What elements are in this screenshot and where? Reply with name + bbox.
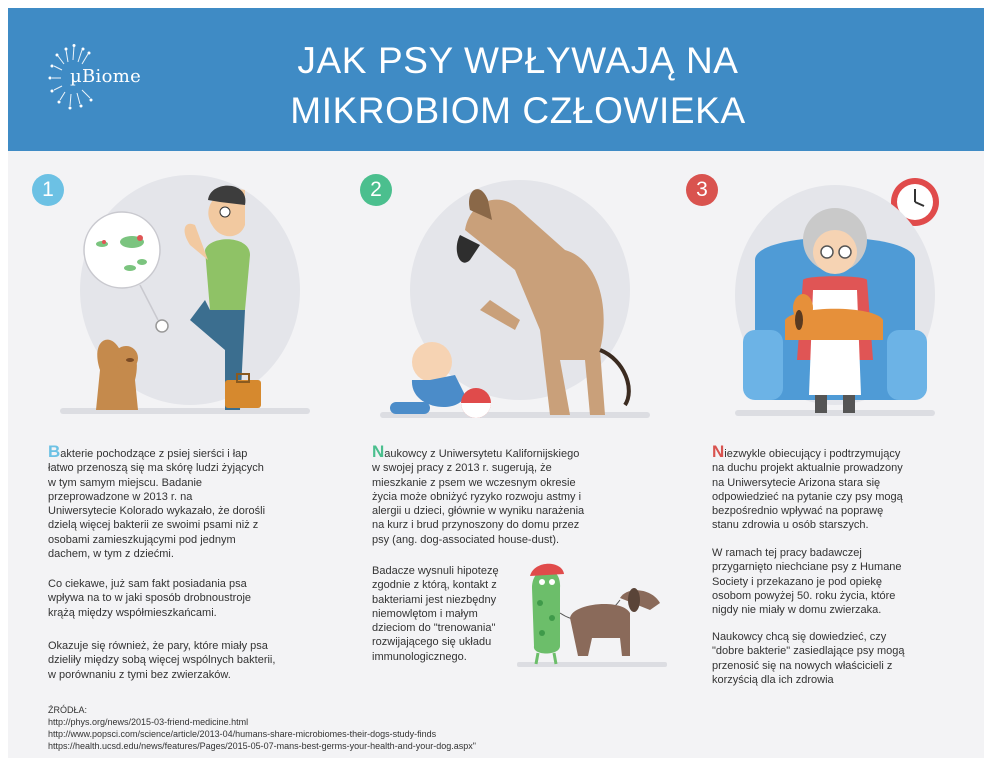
section-1-number: 1 [32, 174, 64, 206]
section-1-paragraph-2: Co ciekawe, już sam fakt posiadania psa wpływa na to w jaki sposób drobnoustroje krążą między współmieszkańcami. [48, 578, 252, 619]
section-2-paragraph-1-text: aukowcy z Uniwersytetu Kalifornijskiego w swojej pracy z 2013 r. sugerują, że mieszkanie z psem we wczesnym okresie życia może obniżyć ryzyko rozwoju astmy i alergii u dzieci, głównie w wyniku narażenia na kurz i brud przynoszony do domu przez psy (ang. dog-associated house-dust). [372, 448, 585, 546]
bacteria-walking-dog-illustration [512, 558, 672, 672]
source-link-3[interactable]: https://health.ucsd.edu/news/features/Pages/2015-05-07-mans-best-germs-your-health-and-your-dog.aspx" [48, 741, 476, 751]
section-3-paragraph-1-text: iezwykle obiecujący i podtrzymujący na duchu projekt aktualnie prowadzony na Uniwersytecie Arizona stara się odpowiedzieć na pytanie czy psy mogą bezpośrednio wpływać na poprawę stanu zdrowia u osób starszych. [712, 448, 903, 532]
baby-with-dog-illustration [370, 180, 660, 430]
baby-head [412, 342, 452, 382]
grandmother-with-dog-illustration [715, 180, 945, 430]
section-3-paragraph-2: W ramach tej pracy badawczej przygarnięto niechciane psy z Humane Society i przekazano je pod opiekę osobom powyżej 50. roku życia, które nigdy nie miały w domu zwierzaka. [712, 547, 902, 617]
sources-label: ŹRÓDŁA: [48, 705, 88, 715]
logo-text: µBiome [70, 66, 142, 87]
ubiome-logo [46, 44, 146, 114]
briefcase-icon [225, 380, 261, 408]
section-1-paragraph-1-text: akterie pochodzące z psiej sierści i łap łatwo przenoszą się ma skórę ludzi żyjących w tym samym miejscu. Badanie przeprowadzone w 2013 r. na Uniwersytecie Kolorado wykazało, że dorośli dzielą więcej bakterii ze swoimi psami niż z osobami zamieszkującymi pod jednym dachem, w tym z dziećmi. [48, 448, 266, 561]
page-title-line1: JAK PSY WPŁYWAJĄ NA [297, 40, 739, 81]
man-with-dog-illustration [40, 170, 330, 430]
section-2-dropcap: N [372, 442, 385, 461]
small-dog-icon [570, 604, 630, 656]
source-link-2[interactable]: http://www.popsci.com/science/article/2013-04/humans-share-microbiomes-their-dogs-study-finds [48, 729, 437, 739]
section-2-paragraph-1 [372, 442, 585, 547]
bacteria-character-icon [532, 569, 560, 653]
source-link-1[interactable]: http://phys.org/news/2015-03-friend-medicine.html [48, 717, 249, 727]
section-1-paragraph-3: Okazuje się również, że pary, które miały psa dzieliły między sobą więcej wspólnych bakterii, w porównaniu z tymi bez zwierzaków. [48, 640, 276, 681]
section-2-number: 2 [360, 174, 392, 206]
header-banner [8, 8, 984, 151]
man-sweater [205, 239, 250, 310]
section-3-paragraph-3: Naukowcy chcą się dowiedzieć, czy "dobre bakterie" zasiedlające psy mogą przenosić się na nowych właścicieli z korzyścią dla ich zdrowia [712, 631, 905, 686]
page-title-line2: MIKROBIOM CZŁOWIEKA [290, 90, 746, 131]
section-1-dropcap: B [48, 442, 61, 461]
section-1-paragraph-1 [48, 442, 266, 561]
section-3-number: 3 [686, 174, 718, 206]
section-3-dropcap: N [712, 442, 725, 461]
magnifier-bubble-icon [84, 212, 160, 288]
grandmother-apron [809, 290, 861, 395]
section-2-paragraph-2: Badacze wysnuli hipotezę zgodnie z którą, kontakt z bakteriami jest niezbędny niemowlętom i małym dzieciom do "trenowania" rozwijającego się układu immunologicznego. [372, 565, 499, 663]
section-3-paragraph-1 [712, 442, 903, 533]
